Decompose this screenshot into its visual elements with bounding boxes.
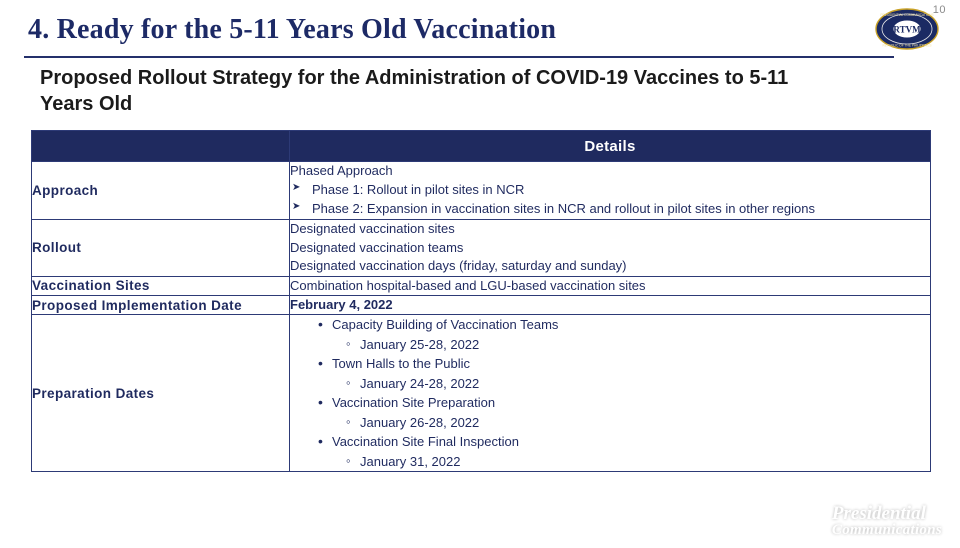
rtvm-seal-icon [874, 8, 940, 50]
row-body-preparation-dates [290, 315, 931, 472]
row-label-implementation-date: Proposed Implementation Date [32, 295, 290, 314]
list-item-date: ◦ January 25-28, 2022 [318, 335, 930, 355]
list-item: Designated vaccination teams [290, 239, 464, 255]
preparation-dates-list [290, 315, 930, 471]
sun-logo-icon [794, 506, 824, 536]
list-item: • Capacity Building of Vaccination Teams [318, 315, 930, 335]
list-item: Designated vaccination sites [290, 221, 455, 237]
table-header-blank [32, 131, 290, 162]
list-item: • Vaccination Site Final Inspection [318, 432, 930, 452]
watermark [794, 504, 942, 538]
table-header-row [32, 131, 931, 162]
row-body-implementation-date: February 4, 2022 [290, 295, 931, 314]
list-item-date: ◦ January 26-28, 2022 [318, 413, 930, 433]
list-item: • Town Halls to the Public [318, 354, 930, 374]
row-body-rollout [290, 220, 931, 276]
svg-text:REPUBLIC OF THE PHILIPPINES: REPUBLIC OF THE PHILIPPINES [882, 43, 932, 48]
list-item-date: ◦ January 31, 2022 [318, 452, 930, 472]
approach-lead-text: Phased Approach [290, 163, 393, 178]
row-body-approach [290, 162, 931, 220]
watermark-line2: Communications [831, 522, 942, 538]
list-item: ➤ Phase 1: Rollout in pilot sites in NCR [290, 181, 930, 200]
page-number: 10 [932, 4, 946, 16]
table-row [32, 220, 931, 276]
list-item: ➤ Phase 2: Expansion in vaccination sites in NCR and rollout in pilot sites in other regions [290, 200, 930, 219]
watermark-line1: Presidential [831, 503, 926, 524]
title-divider [24, 56, 894, 58]
table-row [32, 162, 931, 220]
table-row [32, 315, 931, 472]
row-label-vaccination-sites: Vaccination Sites [32, 276, 290, 295]
watermark-text [832, 504, 942, 538]
svg-text:PRESIDENTIAL COMMUNICATIONS: PRESIDENTIAL COMMUNICATIONS [880, 13, 934, 17]
approach-phase-list [290, 181, 930, 219]
table-header-details: Details [290, 131, 931, 162]
rollout-strategy-table [31, 130, 931, 472]
list-item: Designated vaccination days (friday, saturday and sunday) [290, 258, 627, 274]
row-label-preparation-dates: Preparation Dates [32, 315, 290, 472]
table-row [32, 276, 931, 295]
table-row [32, 295, 931, 314]
list-item: • Vaccination Site Preparation [318, 393, 930, 413]
row-body-vaccination-sites: Combination hospital-based and LGU-based vaccination sites [290, 276, 931, 295]
slide-subtitle: Proposed Rollout Strategy for the Administration of COVID-19 Vaccines to 5-11 Years Old [40, 67, 789, 115]
row-label-approach: Approach [32, 162, 290, 220]
svg-text:RTVM: RTVM [893, 24, 921, 35]
list-item-date: ◦ January 24-28, 2022 [318, 374, 930, 394]
page-title: 4. Ready for the 5-11 Years Old Vaccination [28, 14, 557, 45]
row-label-rollout: Rollout [32, 220, 290, 276]
